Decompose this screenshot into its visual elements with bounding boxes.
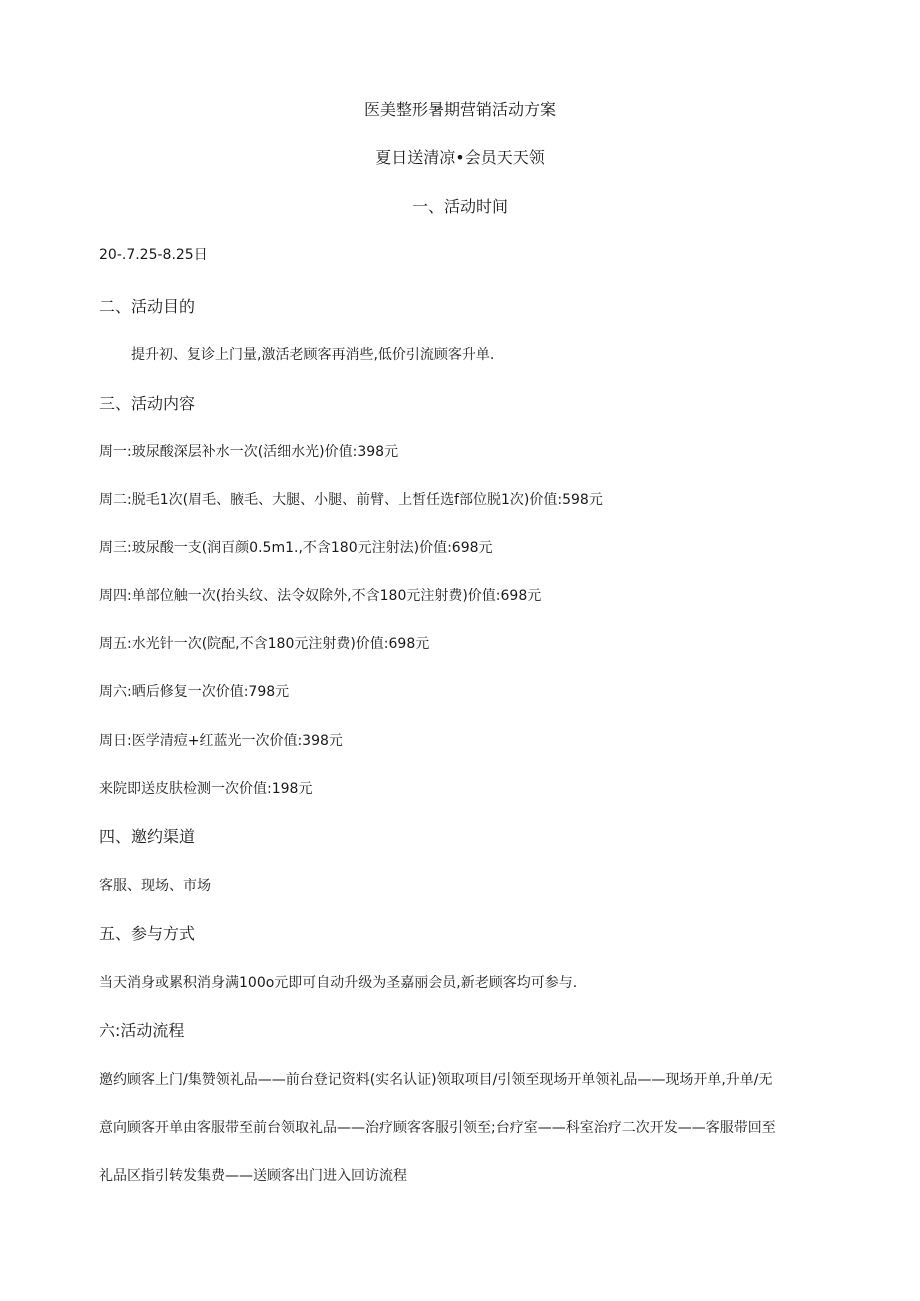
activity-purpose-text: 提升初、复诊上门量,激活老顾客再消些,低价引流顾客升单. (131, 347, 495, 363)
section-heading-channels: 四、邀约渠道 (99, 827, 196, 846)
content-item-sunday: 周日:医学清痘+红蓝光一次价值:398元 (99, 733, 343, 749)
content-item-monday: 周一:玻尿酸深层补水一次(活细水光)价值:398元 (99, 444, 399, 460)
section-heading-process: 六:活动流程 (99, 1021, 185, 1040)
process-line-2: 意向顾客开单由客服带至前台领取礼品——治疗顾客客服引领至;台疗室——科室治疗二次开发——客服带回至 (99, 1120, 776, 1136)
channels-text: 客服、现场、市场 (99, 878, 211, 894)
document-subtitle: 夏日送清凉•会员天天领 (375, 148, 545, 167)
content-item-saturday: 周六:晒后修复一次价值:798元 (99, 684, 290, 700)
document-title: 医美整形暑期营销活动方案 (363, 100, 556, 119)
process-line-3: 礼品区指引转发集费——送顾客出门进入回访流程 (99, 1168, 407, 1184)
section-heading-content: 三、活动内容 (99, 394, 196, 413)
content-item-friday: 周五:水光针一次(院配,不含180元注射费)价值:698元 (99, 636, 430, 652)
section-heading-time: 一、活动时间 (411, 197, 508, 216)
content-item-skin-test: 来院即送皮肤检测一次价值:198元 (99, 781, 313, 797)
section-heading-purpose: 二、活动目的 (99, 297, 196, 316)
section-heading-participation: 五、参与方式 (99, 924, 196, 943)
content-item-wednesday: 周三:玻尿酸一支(润百颜0.5m1.,不含180元注射法)价值:698元 (99, 540, 493, 556)
content-item-tuesday: 周二:脱毛1次(眉毛、腋毛、大腿、小腿、前臂、上皙任选f部位脱1次)价值:598元 (99, 492, 603, 508)
process-line-1: 邀约顾客上门/集赞领礼品——前台登记资料(实名认证)领取项目/引领至现场开单领礼品——现场开单,升单/无 (99, 1072, 773, 1088)
participation-text: 当天消身或累积消身满100o元即可自动升级为圣嘉丽会员,新老顾客均可参与. (99, 975, 578, 991)
activity-time-text: 20-.7.25-8.25日 (99, 247, 208, 263)
content-item-thursday: 周四:单部位触一次(抬头纹、法令奴除外,不含180元注射费)价值:698元 (99, 588, 542, 604)
